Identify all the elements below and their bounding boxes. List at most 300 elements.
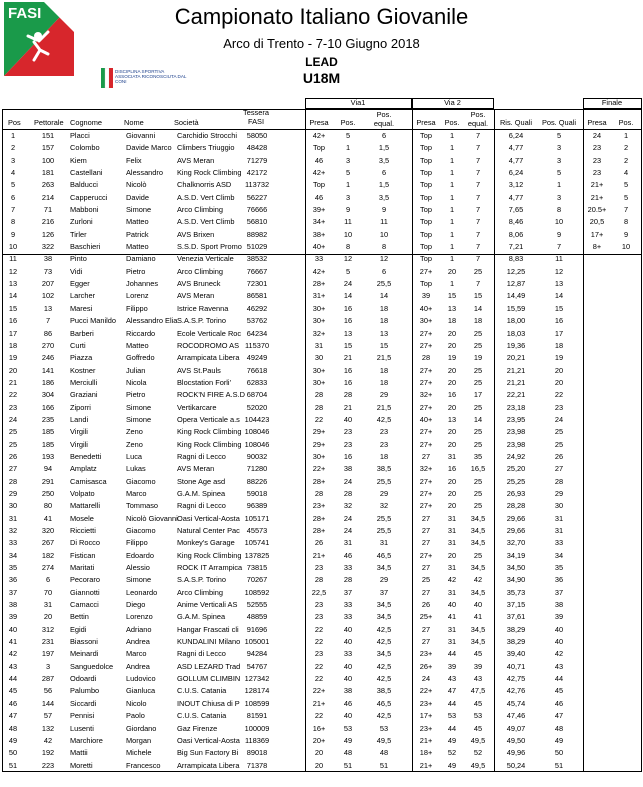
table-cell: 17 bbox=[8, 328, 18, 338]
table-cell: 27+ bbox=[419, 377, 433, 387]
table-cell: 16 bbox=[343, 451, 353, 461]
table-cell: 38 bbox=[8, 600, 18, 610]
table-cell: 30+ bbox=[312, 365, 326, 375]
table-cell: 64234 bbox=[246, 328, 268, 338]
table-cell: Top bbox=[420, 192, 432, 202]
table-cell: 250 bbox=[41, 488, 55, 498]
table-cell: Pucci Manildo bbox=[70, 316, 117, 326]
table-cell: 30+ bbox=[419, 316, 433, 326]
table-cell: 24 bbox=[554, 414, 564, 424]
table-cell: Amplatz bbox=[70, 464, 97, 474]
coni-logo bbox=[101, 68, 187, 90]
table-cell: 320 bbox=[41, 526, 55, 535]
table-cell: Ragni di Lecco bbox=[177, 649, 226, 659]
table-cell: 30+ bbox=[312, 377, 326, 387]
table-cell: 7 bbox=[475, 217, 481, 227]
table-cell: Venezia Verticale bbox=[177, 254, 234, 264]
table-cell: 48 bbox=[379, 748, 389, 758]
table-cell: 14 bbox=[473, 303, 483, 313]
table-cell: 41 bbox=[473, 612, 483, 622]
table-cell: A.S.D. Vert Climb bbox=[177, 192, 235, 202]
table-cell: 7 bbox=[475, 242, 481, 252]
table-cell: Climbers Triuggio bbox=[177, 143, 235, 153]
table-cell: 2 bbox=[10, 143, 16, 153]
table-cell: 3 bbox=[45, 661, 51, 671]
table-cell: Barberi bbox=[70, 328, 94, 338]
table-cell: Alessandro bbox=[126, 168, 163, 178]
table-cell: King Rock Climbing bbox=[177, 427, 242, 437]
column-divider bbox=[583, 109, 584, 772]
table-cell: Ludovico bbox=[126, 674, 156, 684]
table-cell: Lukas bbox=[126, 464, 146, 474]
col-eq-via2: Pos. equal. bbox=[467, 110, 489, 128]
table-cell: 8 bbox=[345, 242, 351, 252]
col-ris-quali: Ris. Quali bbox=[499, 118, 533, 127]
table-cell: 24 bbox=[421, 674, 431, 684]
table-cell: Top bbox=[420, 254, 432, 264]
table-cell: 27 bbox=[421, 538, 431, 548]
table-cell: 26+ bbox=[419, 661, 433, 671]
table-cell: 22+ bbox=[419, 686, 433, 696]
table-cell: 105001 bbox=[244, 637, 270, 647]
table-cell: Landi bbox=[70, 414, 89, 424]
table-cell: 182 bbox=[41, 550, 55, 560]
table-cell: 12 bbox=[379, 254, 389, 264]
table-cell: Marchiore bbox=[70, 735, 103, 745]
table-cell: 23,98 bbox=[506, 439, 526, 449]
table-cell: 52555 bbox=[246, 600, 268, 610]
table-cell: Virgili bbox=[70, 439, 88, 449]
table-cell: 29 bbox=[379, 390, 389, 400]
table-cell: 9 bbox=[381, 205, 387, 215]
table-cell: 216 bbox=[41, 217, 55, 227]
table-cell: 27 bbox=[421, 587, 431, 597]
table-cell: Kiem bbox=[70, 155, 87, 165]
table-cell: 33 bbox=[314, 254, 324, 264]
table-cell: 108599 bbox=[244, 698, 270, 708]
table-cell: 30 bbox=[8, 501, 18, 511]
col-pos-via2: Pos. bbox=[444, 118, 460, 127]
table-cell: 9 bbox=[623, 229, 629, 239]
table-cell: 15 bbox=[447, 291, 457, 301]
table-cell: 32 bbox=[343, 501, 353, 511]
table-cell: 37,61 bbox=[506, 612, 526, 622]
table-cell: 37 bbox=[8, 587, 18, 597]
via1-header-box bbox=[305, 98, 412, 109]
table-cell: 38,5 bbox=[376, 686, 392, 696]
table-cell: Palumbo bbox=[70, 686, 100, 696]
table-cell: 34,5 bbox=[470, 538, 486, 548]
table-cell: 14 bbox=[554, 291, 564, 301]
table-cell: 118369 bbox=[244, 735, 270, 745]
table-cell: 30+ bbox=[312, 303, 326, 313]
table-cell: 1,5 bbox=[378, 143, 390, 153]
table-cell: 29+ bbox=[312, 439, 326, 449]
table-cell: 25 bbox=[421, 575, 431, 585]
table-cell: 193 bbox=[41, 451, 55, 461]
table-cell: 26 bbox=[554, 451, 564, 461]
table-cell: 7 bbox=[475, 131, 481, 140]
table-cell: 31 bbox=[379, 538, 389, 548]
table-cell: 31 bbox=[447, 624, 457, 634]
table-cell: 11 bbox=[9, 254, 17, 264]
table-cell: 16 bbox=[343, 316, 353, 326]
table-cell: 47 bbox=[447, 686, 457, 696]
table-cell: 72301 bbox=[246, 279, 268, 289]
table-cell: 33 bbox=[343, 649, 353, 659]
table-cell: Luca bbox=[126, 451, 143, 461]
table-cell: 5 bbox=[345, 168, 351, 178]
table-cell: 20 bbox=[43, 612, 53, 622]
table-cell: 42172 bbox=[246, 168, 268, 178]
table-cell: 1 bbox=[449, 168, 455, 178]
table-cell: 29,66 bbox=[506, 513, 526, 523]
table-cell: 9 bbox=[10, 229, 16, 239]
table-cell: 21 bbox=[343, 402, 353, 412]
table-cell: 27+ bbox=[419, 501, 433, 511]
table-cell: 4,77 bbox=[508, 155, 524, 165]
table-cell: Ziporri bbox=[70, 402, 91, 412]
table-cell: 24,92 bbox=[506, 451, 526, 461]
table-cell: 58050 bbox=[246, 131, 268, 140]
table-cell: Piazza bbox=[70, 353, 93, 363]
table-cell: C.U.S. Catania bbox=[177, 686, 227, 696]
table-cell: 56 bbox=[43, 686, 53, 696]
table-cell: King Rock Climbing bbox=[177, 168, 242, 178]
table-cell: 40 bbox=[554, 624, 564, 634]
table-cell: Damiano bbox=[126, 254, 156, 264]
table-cell: 7 bbox=[475, 155, 481, 165]
table-cell: 29+ bbox=[312, 427, 326, 437]
table-cell: 25 bbox=[473, 377, 483, 387]
table-cell: 38 bbox=[343, 464, 353, 474]
table-cell: 16 bbox=[447, 390, 457, 400]
table-cell: 312 bbox=[41, 624, 55, 634]
table-cell: 34,5 bbox=[376, 563, 392, 573]
table-cell: 28 bbox=[343, 390, 353, 400]
finalist-separator bbox=[2, 254, 642, 255]
table-cell: 16,5 bbox=[470, 464, 486, 474]
table-cell: 7 bbox=[475, 143, 481, 153]
table-cell: 40+ bbox=[419, 303, 433, 313]
table-cell: 3,12 bbox=[508, 180, 524, 190]
table-cell: 49 bbox=[8, 735, 18, 745]
table-cell: Egidi bbox=[70, 624, 87, 634]
table-cell: 49,5 bbox=[470, 735, 486, 745]
table-cell: 46,5 bbox=[376, 550, 392, 560]
table-cell: 26 bbox=[314, 538, 324, 548]
table-cell: 214 bbox=[41, 192, 55, 202]
table-cell: 207 bbox=[41, 279, 55, 289]
table-cell: 27 bbox=[554, 464, 564, 474]
table-cell: 26 bbox=[421, 600, 431, 610]
table-cell: 20 bbox=[8, 365, 18, 375]
table-cell: 34,90 bbox=[506, 575, 526, 585]
table-cell: 29,66 bbox=[506, 526, 526, 535]
table-cell: 25 bbox=[473, 476, 483, 486]
table-cell: 49249 bbox=[246, 353, 268, 363]
table-cell: 1 bbox=[449, 217, 455, 227]
table-cell: C.U.S. Catania bbox=[177, 711, 227, 721]
table-cell: 89018 bbox=[246, 748, 268, 758]
table-cell: 22 bbox=[314, 674, 324, 684]
table-cell: 46292 bbox=[246, 303, 268, 313]
table-cell: 25 bbox=[473, 328, 483, 338]
table-cell: 42+ bbox=[312, 131, 326, 140]
table-cell: 45 bbox=[554, 686, 564, 696]
table-cell: 34,5 bbox=[470, 587, 486, 597]
table-cell: 21+ bbox=[312, 550, 326, 560]
table-cell: 45,74 bbox=[506, 698, 526, 708]
table-cell: 46 bbox=[8, 698, 18, 708]
table-cell: Merciulli bbox=[70, 377, 98, 387]
table-cell: 44 bbox=[447, 649, 457, 659]
table-cell: GOLLUM CLIMBIN bbox=[177, 674, 241, 684]
col-pos: Pos bbox=[8, 118, 21, 127]
table-cell: 25,5 bbox=[376, 513, 392, 523]
table-cell: 50,24 bbox=[506, 760, 526, 770]
col-societa: Società bbox=[174, 118, 199, 127]
table-cell: 34,5 bbox=[470, 513, 486, 523]
table-cell: A.S.D. Vert Climb bbox=[177, 217, 235, 227]
table-cell: 21 bbox=[8, 377, 18, 387]
table-cell: 76667 bbox=[246, 266, 268, 276]
table-cell: 50 bbox=[8, 748, 18, 758]
table-cell: Davide Marco bbox=[126, 143, 172, 153]
table-cell: 11 bbox=[344, 217, 352, 227]
table-cell: 102 bbox=[41, 291, 55, 301]
table-cell: 27 bbox=[8, 464, 18, 474]
table-cell: 20.5+ bbox=[587, 205, 607, 215]
table-cell: 12 bbox=[554, 266, 564, 276]
table-cell: 27 bbox=[421, 563, 431, 573]
table-cell: Filippo bbox=[126, 538, 148, 548]
table-cell: Natural Center Pac bbox=[177, 526, 240, 535]
table-cell: 46 bbox=[554, 698, 564, 708]
table-cell: 38 bbox=[343, 686, 353, 696]
table-cell: 1 bbox=[449, 205, 455, 215]
table-cell: 23 bbox=[592, 168, 602, 178]
table-cell: 6 bbox=[45, 575, 51, 585]
table-cell: Balducci bbox=[70, 180, 98, 190]
table-cell: 27+ bbox=[419, 340, 433, 350]
table-cell: 25 bbox=[554, 427, 564, 437]
table-cell: 23 bbox=[343, 439, 353, 449]
table-cell: 76666 bbox=[246, 205, 268, 215]
table-cell: 39 bbox=[421, 291, 431, 301]
table-cell: 40+ bbox=[312, 242, 326, 252]
table-cell: 274 bbox=[41, 563, 55, 573]
table-cell: 26 bbox=[8, 451, 18, 461]
table-cell: INOUT Chiusa di P bbox=[177, 698, 240, 708]
table-cell: Giacomo bbox=[126, 526, 156, 535]
table-cell: 23 bbox=[314, 600, 324, 610]
table-cell: 19,36 bbox=[506, 340, 526, 350]
table-cell: 53 bbox=[473, 711, 483, 721]
table-cell: 20 bbox=[314, 748, 324, 758]
table-cell: 7 bbox=[475, 254, 481, 264]
table-cell: 223 bbox=[41, 760, 55, 770]
table-cell: 46 bbox=[314, 155, 324, 165]
table-cell: KUNDALINI Milano bbox=[177, 637, 241, 647]
table-cell: 41 bbox=[8, 637, 18, 647]
table-cell: Camisasca bbox=[70, 476, 107, 486]
col-pos-quali: Pos. Quali bbox=[541, 118, 577, 127]
table-cell: 39 bbox=[8, 612, 18, 622]
table-cell: 20 bbox=[554, 377, 564, 387]
table-cell: Hangar Frascati cli bbox=[177, 624, 239, 634]
table-cell: 45 bbox=[473, 723, 483, 733]
table-cell: 28+ bbox=[312, 476, 326, 486]
table-cell: 26,93 bbox=[506, 488, 526, 498]
table-cell: 7 bbox=[556, 242, 562, 252]
table-cell: 157 bbox=[41, 143, 55, 153]
table-cell: 23 bbox=[314, 649, 324, 659]
table-cell: 15 bbox=[379, 340, 389, 350]
table-cell: 18 bbox=[8, 340, 18, 350]
table-cell: 1 bbox=[10, 131, 16, 140]
category-label: U18M bbox=[302, 70, 341, 86]
table-cell: 34,5 bbox=[470, 563, 486, 573]
table-cell: 104423 bbox=[244, 414, 270, 424]
table-cell: 71280 bbox=[246, 464, 268, 474]
table-cell: 13 bbox=[379, 328, 389, 338]
table-cell: 9 bbox=[345, 205, 351, 215]
table-cell: 1 bbox=[345, 143, 351, 153]
table-cell: 18 bbox=[379, 451, 389, 461]
table-cell: 42 bbox=[473, 575, 483, 585]
table-cell: 40 bbox=[447, 600, 457, 610]
table-cell: 48428 bbox=[246, 143, 268, 153]
table-cell: 18 bbox=[379, 303, 389, 313]
table-cell: 31 bbox=[343, 538, 353, 548]
table-cell: 36 bbox=[8, 575, 18, 585]
table-cell: 322 bbox=[41, 242, 55, 252]
table-cell: Biassoni bbox=[70, 637, 98, 647]
table-cell: 19 bbox=[8, 353, 18, 363]
table-cell: 197 bbox=[41, 649, 55, 659]
table-cell: 32+ bbox=[419, 464, 433, 474]
table-cell: 3 bbox=[345, 155, 351, 165]
table-cell: Leonardo bbox=[126, 587, 158, 597]
table-cell: 71378 bbox=[246, 760, 268, 770]
page-title: Campionato Italiano Giovanile bbox=[174, 4, 469, 29]
table-cell: 42 bbox=[8, 649, 18, 659]
table-cell: 49,50 bbox=[506, 735, 526, 745]
table-cell: 25,5 bbox=[376, 476, 392, 486]
table-cell: Simone bbox=[126, 402, 152, 412]
table-cell: 1 bbox=[556, 180, 562, 190]
table-cell: 40 bbox=[343, 624, 353, 634]
table-cell: 12,25 bbox=[506, 266, 526, 276]
table-cell: 42,5 bbox=[376, 674, 392, 684]
table-cell: Ragni di Lecco bbox=[177, 451, 226, 461]
finale-header-box bbox=[583, 98, 642, 109]
table-cell: 86 bbox=[43, 328, 53, 338]
table-cell: 21+ bbox=[312, 698, 326, 708]
column-divider bbox=[494, 109, 495, 772]
table-cell: 31+ bbox=[312, 291, 326, 301]
table-cell: 94 bbox=[43, 464, 53, 474]
table-cell: 27 bbox=[421, 513, 431, 523]
table-cell: 141 bbox=[41, 365, 55, 375]
table-cell: 22+ bbox=[312, 464, 326, 474]
table-cell: 21,21 bbox=[506, 377, 526, 387]
table-cell: 132 bbox=[41, 723, 55, 733]
table-cell: 17 bbox=[554, 328, 564, 338]
table-cell: G.A.M. Spinea bbox=[177, 612, 226, 622]
table-cell: 41 bbox=[447, 612, 457, 622]
table-cell: Stone Age asd bbox=[177, 476, 226, 486]
table-cell: 31 bbox=[554, 513, 564, 523]
table-cell: 21+ bbox=[590, 180, 604, 190]
table-cell: 17 bbox=[473, 390, 483, 400]
table-cell: 287 bbox=[41, 674, 55, 684]
table-cell: Top bbox=[420, 155, 432, 165]
table-cell: 23,95 bbox=[506, 414, 526, 424]
table-cell: Pietro bbox=[126, 390, 146, 400]
table-cell: Tommaso bbox=[126, 501, 159, 511]
table-cell: 25 bbox=[8, 427, 18, 437]
table-cell: 3 bbox=[556, 155, 562, 165]
table-cell: 73815 bbox=[246, 563, 268, 573]
table-cell: 28,28 bbox=[506, 501, 526, 511]
table-cell: 7 bbox=[475, 192, 481, 202]
table-cell: 108046 bbox=[244, 427, 270, 437]
table-cell: Di Rocco bbox=[70, 538, 100, 548]
table-cell: 33 bbox=[343, 563, 353, 573]
table-cell: 8+ bbox=[592, 242, 602, 252]
table-cell: 10 bbox=[8, 242, 18, 252]
table-cell: 25,5 bbox=[376, 279, 392, 289]
table-cell: 1 bbox=[449, 279, 455, 289]
table-cell: 70 bbox=[43, 587, 53, 597]
table-cell: 43 bbox=[473, 674, 483, 684]
table-cell: 81591 bbox=[246, 711, 268, 721]
table-cell: 27+ bbox=[419, 365, 433, 375]
table-cell: Goffredo bbox=[126, 353, 155, 363]
table-cell: Camacci bbox=[70, 600, 99, 610]
table-cell: 2 bbox=[623, 155, 629, 165]
table-cell: 23 bbox=[314, 612, 324, 622]
table-cell: 20 bbox=[447, 365, 457, 375]
table-cell: 34 bbox=[554, 550, 564, 560]
table-cell: 36 bbox=[554, 575, 564, 585]
table-cell: 45 bbox=[8, 686, 18, 696]
table-cell: 18 bbox=[379, 377, 389, 387]
table-cell: 39,40 bbox=[506, 649, 526, 659]
table-cell: 270 bbox=[41, 340, 55, 350]
table-cell: Edoardo bbox=[126, 550, 154, 560]
table-cell: Nicolo bbox=[126, 698, 147, 708]
table-cell: 46 bbox=[314, 192, 324, 202]
table-cell: 29 bbox=[8, 488, 18, 498]
table-cell: 8,83 bbox=[508, 254, 524, 264]
table-cell: Top bbox=[420, 205, 432, 215]
table-cell: Matteo bbox=[126, 340, 149, 350]
table-cell: 25,20 bbox=[506, 464, 526, 474]
table-cell: Zeno bbox=[126, 427, 143, 437]
table-cell: 42,5 bbox=[376, 661, 392, 671]
discipline-label: LEAD bbox=[305, 55, 338, 69]
table-cell: 31 bbox=[8, 513, 18, 523]
table-cell: 45573 bbox=[246, 526, 268, 535]
table-cell: 7 bbox=[45, 316, 51, 326]
table-cell: 52 bbox=[447, 748, 457, 758]
table-cell: 3 bbox=[556, 143, 562, 153]
table-cell: 40,71 bbox=[506, 661, 526, 671]
table-border bbox=[2, 109, 642, 772]
